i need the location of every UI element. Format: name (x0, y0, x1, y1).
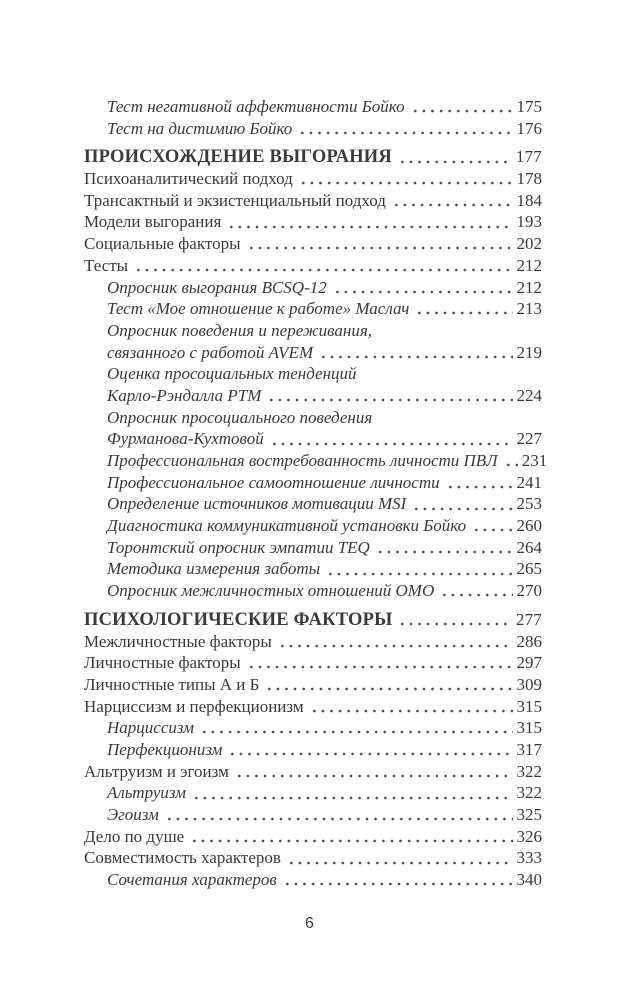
toc-entry-label: Личностные факторы (84, 653, 241, 673)
toc-leader-dots (267, 398, 512, 402)
toc-entry-label: Эгоизм (107, 805, 159, 824)
toc-entry (84, 493, 542, 515)
toc-entry-page: 270 (516, 581, 542, 601)
toc-entry (84, 739, 542, 761)
toc-entry-page: 175 (516, 97, 542, 116)
toc-entry (84, 674, 542, 696)
toc-entry-label: Профессиональное самоотношение личности (107, 472, 440, 492)
toc-entry-label: Опросник просоциального поведения (107, 407, 373, 427)
toc-entry-page: 253 (516, 494, 542, 514)
toc-leader-dots (446, 485, 513, 489)
toc-entry (84, 869, 542, 891)
toc-leader-dots (333, 290, 513, 294)
toc-entry (84, 190, 542, 212)
toc-entry-label: Модели выгорания (84, 212, 222, 232)
toc-entry (84, 320, 542, 342)
toc-entry-page: 224 (516, 385, 542, 405)
toc-entry (84, 558, 542, 580)
toc-entry (84, 118, 542, 140)
toc-entry (84, 233, 542, 255)
toc-entry-label: Дело по душе (84, 826, 185, 846)
toc-entry-label: Тесты (84, 255, 129, 275)
toc-entry-label: Психоаналитический подход (84, 169, 293, 189)
toc-entry-page: 326 (516, 826, 542, 846)
toc-entry (84, 609, 542, 631)
toc-entry-page: 231 (521, 451, 548, 470)
toc-entry-page: 277 (515, 609, 542, 629)
toc-leader-dots (192, 796, 513, 800)
toc-entry (84, 537, 542, 559)
toc-leader-dots (415, 311, 512, 315)
toc-leader-dots (440, 593, 512, 597)
toc-entry-label: Сочетания характеров (107, 870, 277, 890)
toc-entry-page: 212 (516, 277, 542, 297)
toc-leader-dots (319, 355, 512, 359)
toc-entry-label: Нарциссизм и перфекционизм (84, 696, 304, 716)
toc-leader-dots (278, 644, 513, 648)
toc-leader-dots (265, 687, 512, 691)
page-number-footer: 6 (305, 915, 314, 932)
toc-leader-dots (190, 839, 512, 843)
toc-entry-label: Альтруизм (107, 783, 186, 803)
toc-entry (84, 428, 542, 450)
toc-entry-label: Карло-Рэндалла PTM (107, 385, 262, 405)
toc-leader-dots (310, 709, 513, 713)
toc-entry (84, 211, 542, 233)
toc-leader-dots (398, 622, 511, 626)
toc-entry-page: 178 (516, 169, 542, 189)
toc-list (84, 96, 548, 891)
toc-entry-label: Тест «Мое отношение к работе» Маслач (107, 299, 410, 319)
toc-entry-page: 333 (516, 848, 542, 868)
toc-leader-dots (200, 730, 513, 734)
toc-entry-label: Методика измерения заботы (107, 559, 321, 579)
toc-entry-label: Фурманова-Кухтовой (107, 429, 264, 449)
toc-entry-label: Профессиональная востребованность личности ПВЛ (107, 451, 498, 470)
toc-leader-dots (411, 109, 513, 113)
toc-entry-label: Опросник межличностных отношений ОМО (107, 581, 435, 601)
toc-entry-page: 265 (516, 559, 542, 579)
toc-leader-dots (376, 550, 513, 554)
toc-entry (84, 580, 542, 602)
toc-entry (84, 717, 542, 739)
toc-entry (84, 652, 542, 674)
toc-entry (84, 385, 542, 407)
toc-entry-label: Тест негативной аффективности Бойко (107, 97, 405, 116)
toc-leader-dots (235, 774, 513, 778)
toc-leader-dots (270, 442, 513, 446)
toc-leader-dots (472, 528, 512, 532)
toc-entry-page: 322 (516, 761, 542, 781)
toc-entry-label: Межличностные факторы (84, 631, 272, 651)
toc-entry-label: Перфекционизм (107, 739, 223, 759)
toc-entry-label: связанного с работой AVEM (107, 342, 314, 362)
toc-leader-dots (299, 181, 513, 185)
toc-entry-label: ПРОИСХОЖДЕНИЕ ВЫГОРАНИЯ (84, 147, 392, 168)
toc-entry (84, 96, 542, 118)
toc-entry-page: 176 (516, 118, 542, 138)
toc-leader-dots (287, 861, 513, 865)
toc-leader-dots (504, 463, 518, 467)
toc-entry-label: ПСИХОЛОГИЧЕСКИЕ ФАКТОРЫ (84, 609, 393, 630)
toc-entry-page: 202 (516, 234, 542, 254)
toc-entry-page: 297 (516, 653, 542, 673)
toc-entry-page: 309 (516, 674, 542, 694)
toc-entry-page: 315 (516, 696, 542, 716)
toc-entry-page: 177 (515, 147, 542, 167)
toc-entry-page: 340 (516, 870, 542, 890)
toc-entry-page: 193 (516, 212, 542, 232)
toc-entry (84, 782, 542, 804)
toc-entry (84, 277, 542, 299)
toc-entry-label: Личностные типы А и Б (84, 674, 260, 694)
toc-entry-page: 260 (516, 516, 542, 536)
toc-entry (84, 847, 542, 869)
toc-leader-dots (247, 665, 513, 669)
toc-entry (84, 696, 542, 718)
toc-entry (84, 146, 542, 168)
toc-entry (84, 168, 542, 190)
toc-leader-dots (247, 246, 513, 250)
toc-entry (84, 407, 542, 429)
toc-entry-label: Тест на дистимию Бойко (107, 118, 293, 138)
toc-entry (84, 515, 542, 537)
toc-leader-dots (298, 131, 512, 135)
toc-entry-label: Определение источников мотивации MSI (107, 494, 407, 514)
toc-entry-label: Альтруизм и эгоизм (84, 761, 229, 781)
toc-entry-label: Диагностика коммуникативной установки Бойко (107, 516, 467, 536)
toc-entry-page: 325 (516, 805, 542, 824)
toc-entry (84, 631, 542, 653)
toc-entry-label: Трансактный и экзистенциальный подход (84, 190, 386, 210)
toc-leader-dots (412, 507, 512, 511)
toc-entry (84, 761, 542, 783)
toc-entry (84, 363, 542, 385)
toc-leader-dots (227, 225, 512, 229)
toc-leader-dots (228, 752, 512, 756)
toc-leader-dots (392, 203, 513, 207)
toc-entry-page: 213 (516, 299, 542, 319)
toc-entry (84, 826, 542, 848)
toc-entry (84, 804, 542, 826)
toc-leader-dots (134, 268, 512, 272)
toc-entry-label: Торонтский опросник эмпатии TEQ (107, 537, 370, 557)
toc-entry-page: 219 (516, 342, 542, 362)
toc-entry-page: 315 (516, 718, 542, 738)
toc-entry-label: Опросник выгорания BCSQ-12 (107, 277, 327, 297)
toc-entry-page: 241 (516, 472, 542, 492)
toc-entry-page: 184 (516, 190, 542, 210)
toc-entry (84, 472, 542, 494)
toc-leader-dots (398, 160, 512, 164)
toc-entry-label: Нарциссизм (107, 718, 194, 738)
toc-entry (84, 450, 548, 472)
toc-entry (84, 298, 542, 320)
toc-entry-label: Опросник поведения и переживания, (107, 320, 372, 340)
toc-leader-dots (165, 817, 513, 821)
toc-entry-page: 212 (516, 255, 542, 275)
toc-entry-page: 227 (516, 429, 542, 449)
toc-leader-dots (283, 882, 513, 886)
toc-entry-page: 264 (516, 537, 542, 557)
toc-entry-label: Социальные факторы (84, 234, 241, 254)
toc-entry-page: 322 (516, 783, 542, 803)
toc-entry (84, 255, 542, 277)
toc-entry (84, 342, 542, 364)
toc-leader-dots (326, 572, 512, 576)
toc-entry-page: 286 (516, 631, 542, 651)
toc-entry-label: Совместимость характеров (84, 848, 281, 868)
toc-entry-page: 317 (516, 739, 542, 759)
toc-entry-label: Оценка просоциальных тенденций (107, 364, 357, 384)
